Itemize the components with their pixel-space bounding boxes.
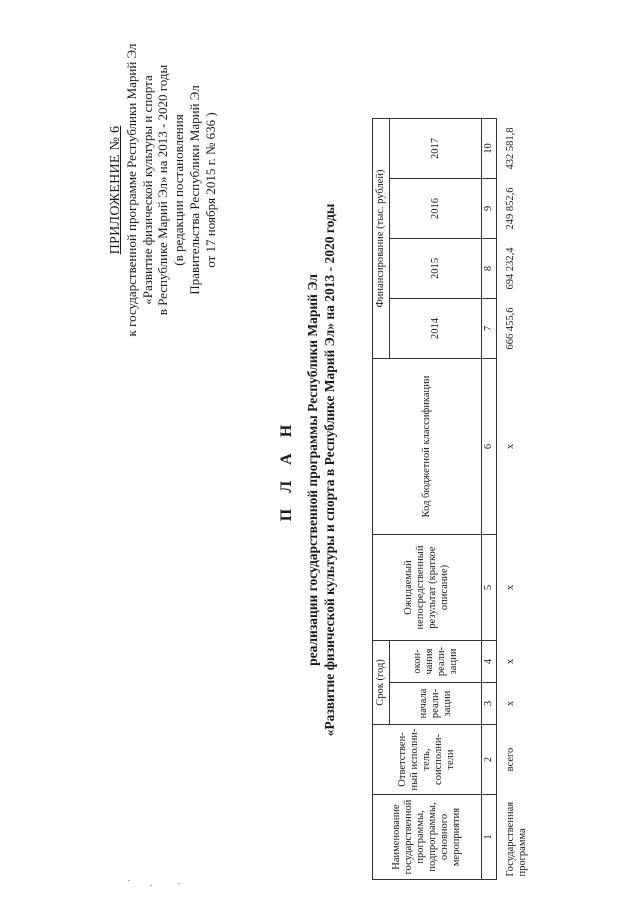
appendix-line: в Республике Марий Эл» на 2013 - 2020 годы: [155, 64, 171, 316]
header-term: Срок (год): [373, 641, 390, 725]
header-year-2016: 2016: [390, 179, 482, 239]
scan-speck: [178, 883, 180, 884]
row-name: Государственная программа: [505, 801, 528, 877]
header-financing: Финансирование (тыс. рублей): [373, 119, 390, 359]
table-row: [497, 119, 532, 880]
scan-speck: [128, 880, 130, 881]
column-number: 7: [482, 299, 497, 359]
column-number: 2: [482, 725, 497, 795]
column-number: 5: [482, 535, 497, 641]
appendix-line: от 17 ноября 2015 г. № 636 ): [202, 112, 218, 268]
column-number: 10: [482, 119, 497, 179]
document-title: [278, 120, 338, 820]
column-number: 8: [482, 239, 497, 299]
plan-heading: П Л А Н: [278, 418, 295, 522]
column-number: 1: [482, 795, 497, 880]
row-2014: 666 455,6: [505, 307, 516, 350]
appendix-line: к государственной программе Республики Марий Эл: [123, 43, 139, 337]
column-number: 9: [482, 179, 497, 239]
appendix-line: (в редакции постановления: [171, 114, 187, 266]
appendix-block: [108, 40, 219, 340]
header-year-2015: 2015: [390, 239, 482, 299]
header-term-start: начала реали-зации: [390, 683, 482, 725]
header-budget-code: Код бюджетной классификации: [373, 359, 482, 535]
row-start: x: [505, 700, 516, 707]
appendix-number: ПРИЛОЖЕНИЕ № 6: [108, 125, 123, 255]
plan-subtitle-1: реализации государственной программы Республики Марий Эл: [305, 274, 320, 666]
row-2016: 249 852,6: [505, 187, 516, 230]
appendix-line: Правительства Республики Марий Эл: [186, 85, 202, 295]
appendix-line: «Развитие физической культуры и спорта: [139, 75, 155, 305]
column-number: 3: [482, 683, 497, 725]
scan-speck: [150, 885, 152, 886]
header-year-2014: 2014: [390, 299, 482, 359]
row-2015: 694 232,4: [505, 247, 516, 290]
header-year-2017: 2017: [390, 119, 482, 179]
header-term-end: окон-чания реали-зации: [390, 641, 482, 683]
row-responsible: всего: [505, 747, 516, 772]
row-expected: x: [505, 584, 516, 591]
plan-table: [372, 118, 531, 880]
header-responsible: Ответствен-ный исполни-тель, соисполни-тели: [373, 725, 482, 795]
row-end: x: [505, 658, 516, 665]
header-expected-result: Ожидаемый непосредственный результат (краткое описание): [373, 535, 482, 641]
column-number: 4: [482, 641, 497, 683]
column-number: 6: [482, 359, 497, 535]
row-code: x: [505, 443, 516, 450]
header-name: Наименование государственной программы, подпрограммы, основного мероприятия: [373, 795, 482, 880]
plan-subtitle-2: «Развитие физической культуры и спорта в Республике Марий Эл» на 2013 - 2020 годы: [322, 203, 337, 737]
row-2017: 432 581,8: [505, 127, 516, 170]
